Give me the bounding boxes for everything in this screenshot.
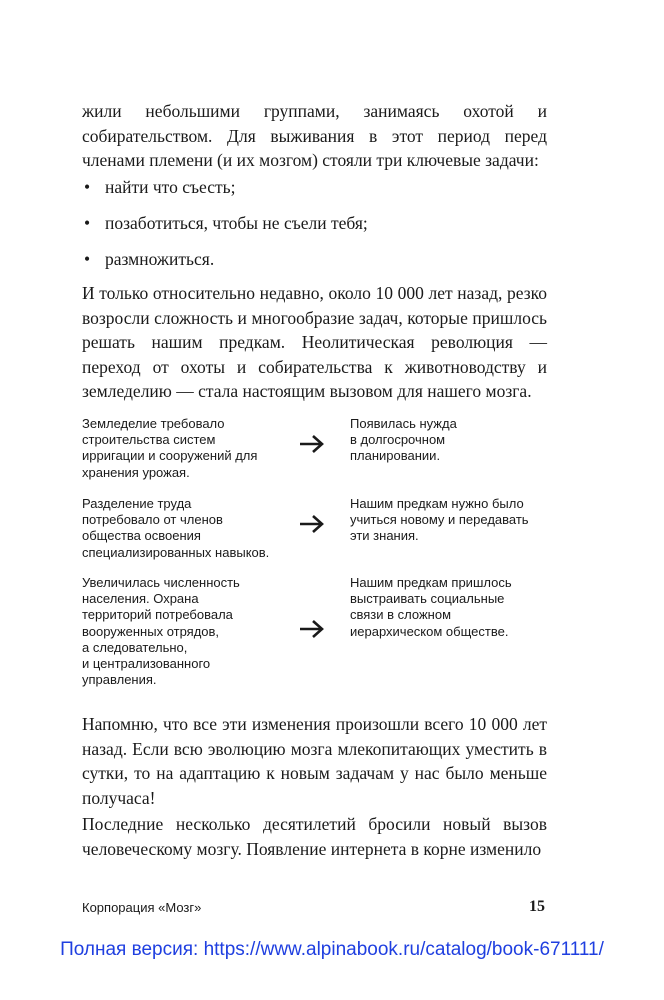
bullet-marker: • xyxy=(84,213,91,233)
bullet-marker: • xyxy=(84,249,91,269)
list-item xyxy=(82,211,547,247)
neolithic-paragraph: И только относительно недавно, около 10 000 лет назад, резко возросли сложность и многообразие задач, которые пришлось решать нашим предкам. Неолитическая революция — переход от охоты и собирательства к животноводству и земледелию — стала настоящим вызовом для нашего мозга. xyxy=(82,283,547,401)
running-footer-title: Корпорация «Мозг» xyxy=(82,900,202,915)
list-item xyxy=(82,247,547,283)
right-arrow-icon xyxy=(298,434,326,454)
diagram-cause: Увеличилась численность населения. Охрана территорий потребовала вооруженных отрядов, а следовательно, и централизованного управления. xyxy=(82,575,240,688)
task-bullet-list xyxy=(82,175,547,283)
bullet-text: позаботиться, чтобы не съели тебя; xyxy=(105,213,368,233)
recent-paragraph: Последние несколько десятилетий бросили новый вызов человеческому мозгу. Появление интернета в корне изменило xyxy=(82,814,547,859)
list-item xyxy=(82,175,547,211)
reminder-paragraph: Напомню, что все эти изменения произошли всего 10 000 лет назад. Если всю эволюцию мозга млекопитающих уместить в сутки, то на адаптацию к новым задачам у нас было меньше получаса! xyxy=(82,714,547,808)
diagram-effect: Нашим предкам нужно было учиться новому и передавать эти знания. xyxy=(350,496,529,544)
diagram-effect: Нашим предкам пришлось выстраивать социальные связи в сложном иерархическом обществе. xyxy=(350,575,512,639)
bullet-text: размножиться. xyxy=(105,249,215,269)
right-arrow-icon xyxy=(298,514,326,534)
full-version-link[interactable]: Полная версия: https://www.alpinabook.ru/catalog/book-671111/ xyxy=(60,939,604,960)
bullet-marker: • xyxy=(84,177,91,197)
page-number: 15 xyxy=(529,898,545,915)
right-arrow-icon xyxy=(298,619,326,639)
diagram-effect: Появилась нужда в долгосрочном планировании. xyxy=(350,416,457,464)
diagram-cause: Разделение труда потребовало от членов общества освоения специализированных навыков. xyxy=(82,496,270,560)
bullet-text: найти что съесть; xyxy=(105,177,236,197)
intro-paragraph: жили небольшими группами, занимаясь охотой и собирательством. Для выживания в этот период перед членами племени (и их мозгом) стояли три ключевые задачи: xyxy=(82,101,547,170)
diagram-cause: Земледелие требовало строительства систем ирригации и сооружений для хранения урожая. xyxy=(82,416,258,480)
